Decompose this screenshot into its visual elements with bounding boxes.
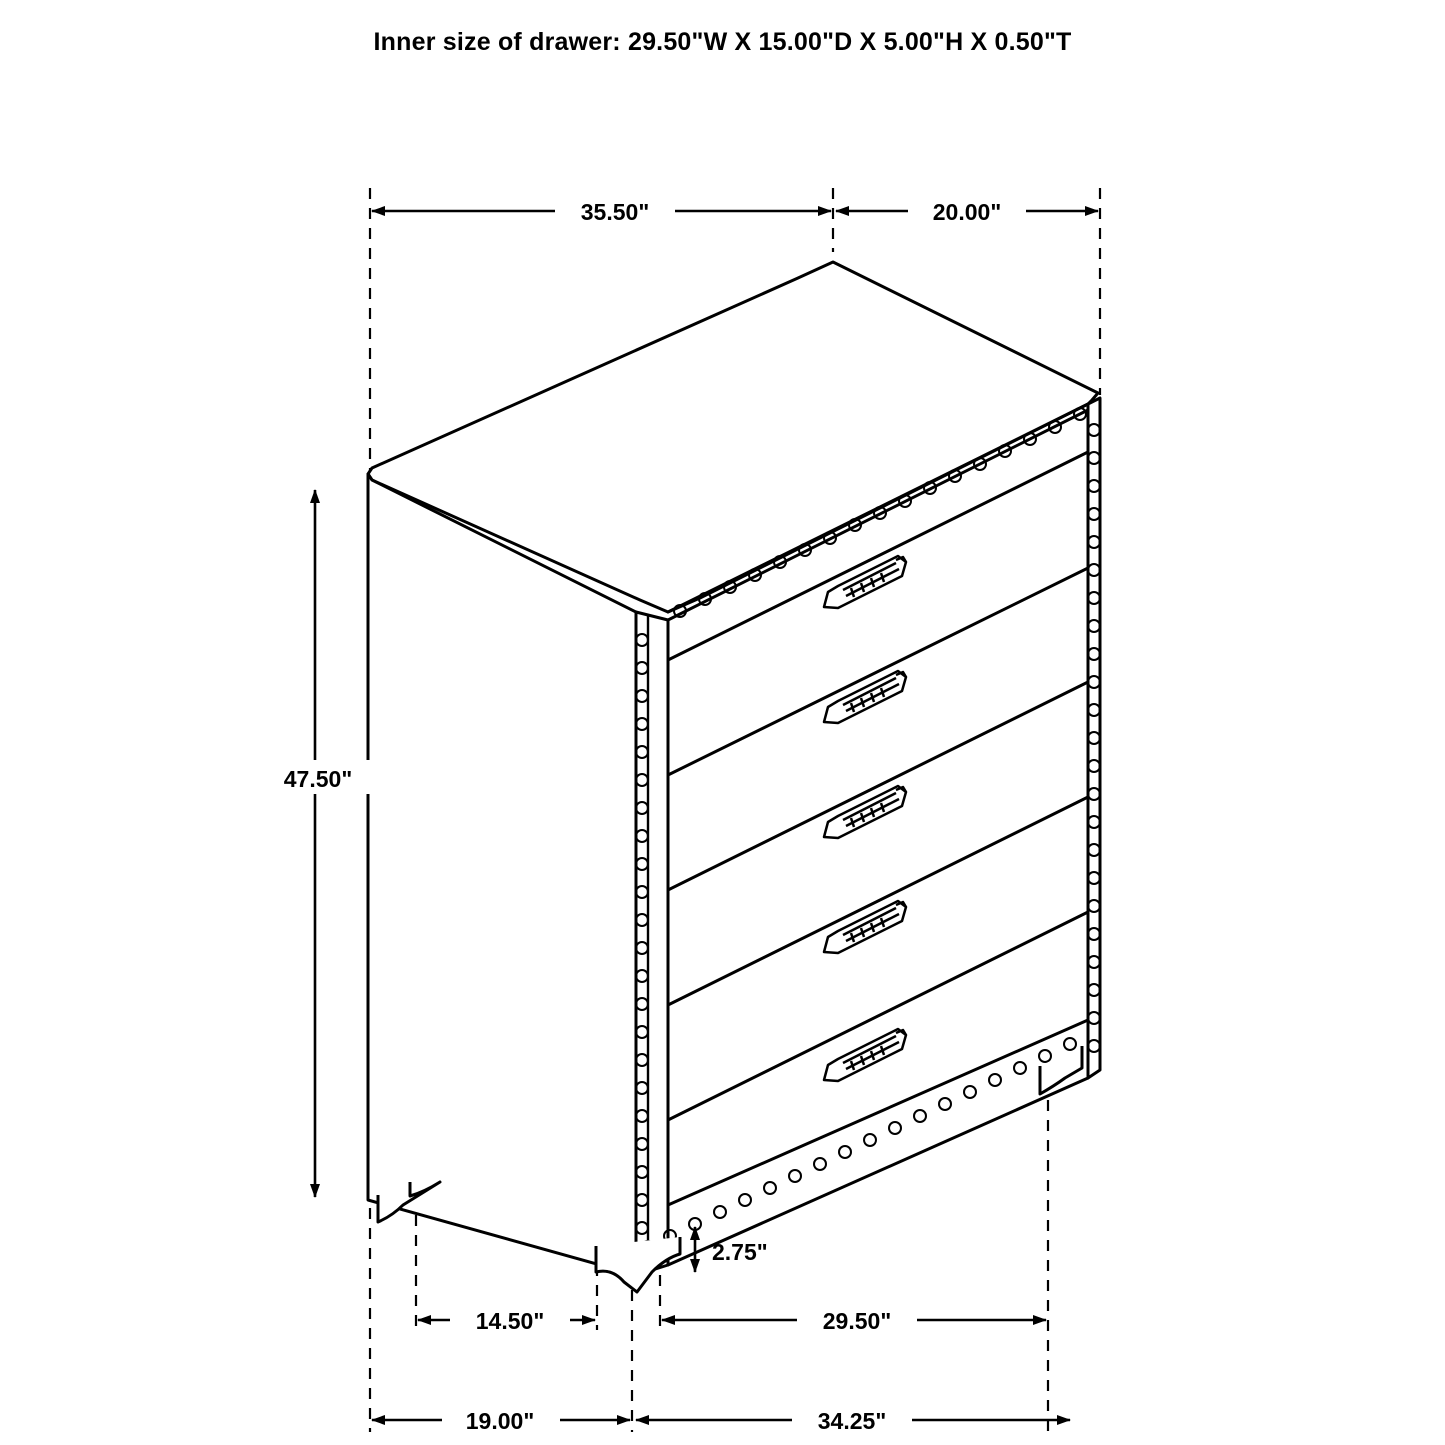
dimension-label-34-25: 34.25": [817, 1408, 887, 1434]
dimension-top-front-width: [372, 193, 831, 227]
dimension-bottom-left-outer: [372, 1402, 630, 1436]
chest-body: [368, 262, 1100, 1275]
dimension-label-19-00: 19.00": [465, 1408, 535, 1434]
dimension-bottom-left-inner: [418, 1302, 595, 1336]
corner-post-left: [636, 612, 668, 1275]
dimension-bottom-right-inner: [662, 1302, 1046, 1336]
dimension-top-side-depth: [836, 193, 1098, 227]
page-title: Inner size of drawer: 29.50"W X 15.00"D X 5.00"H X 0.50"T: [373, 28, 1072, 56]
dimension-label-14-50: 14.50": [475, 1308, 545, 1334]
dimension-label-35-50: 35.50": [580, 199, 650, 225]
dimension-bottom-right-outer: [636, 1402, 1070, 1436]
dimension-label-2-75: 2.75": [712, 1239, 768, 1265]
dimension-label-47-50: 47.50": [283, 766, 353, 792]
chest-left-side-panel: [368, 474, 636, 1275]
dimension-overall-height: [266, 490, 371, 1197]
corner-post-right: [1088, 398, 1100, 1078]
dimension-label-29-50: 29.50": [822, 1308, 892, 1334]
dimension-label-20-00: 20.00": [932, 199, 1002, 225]
